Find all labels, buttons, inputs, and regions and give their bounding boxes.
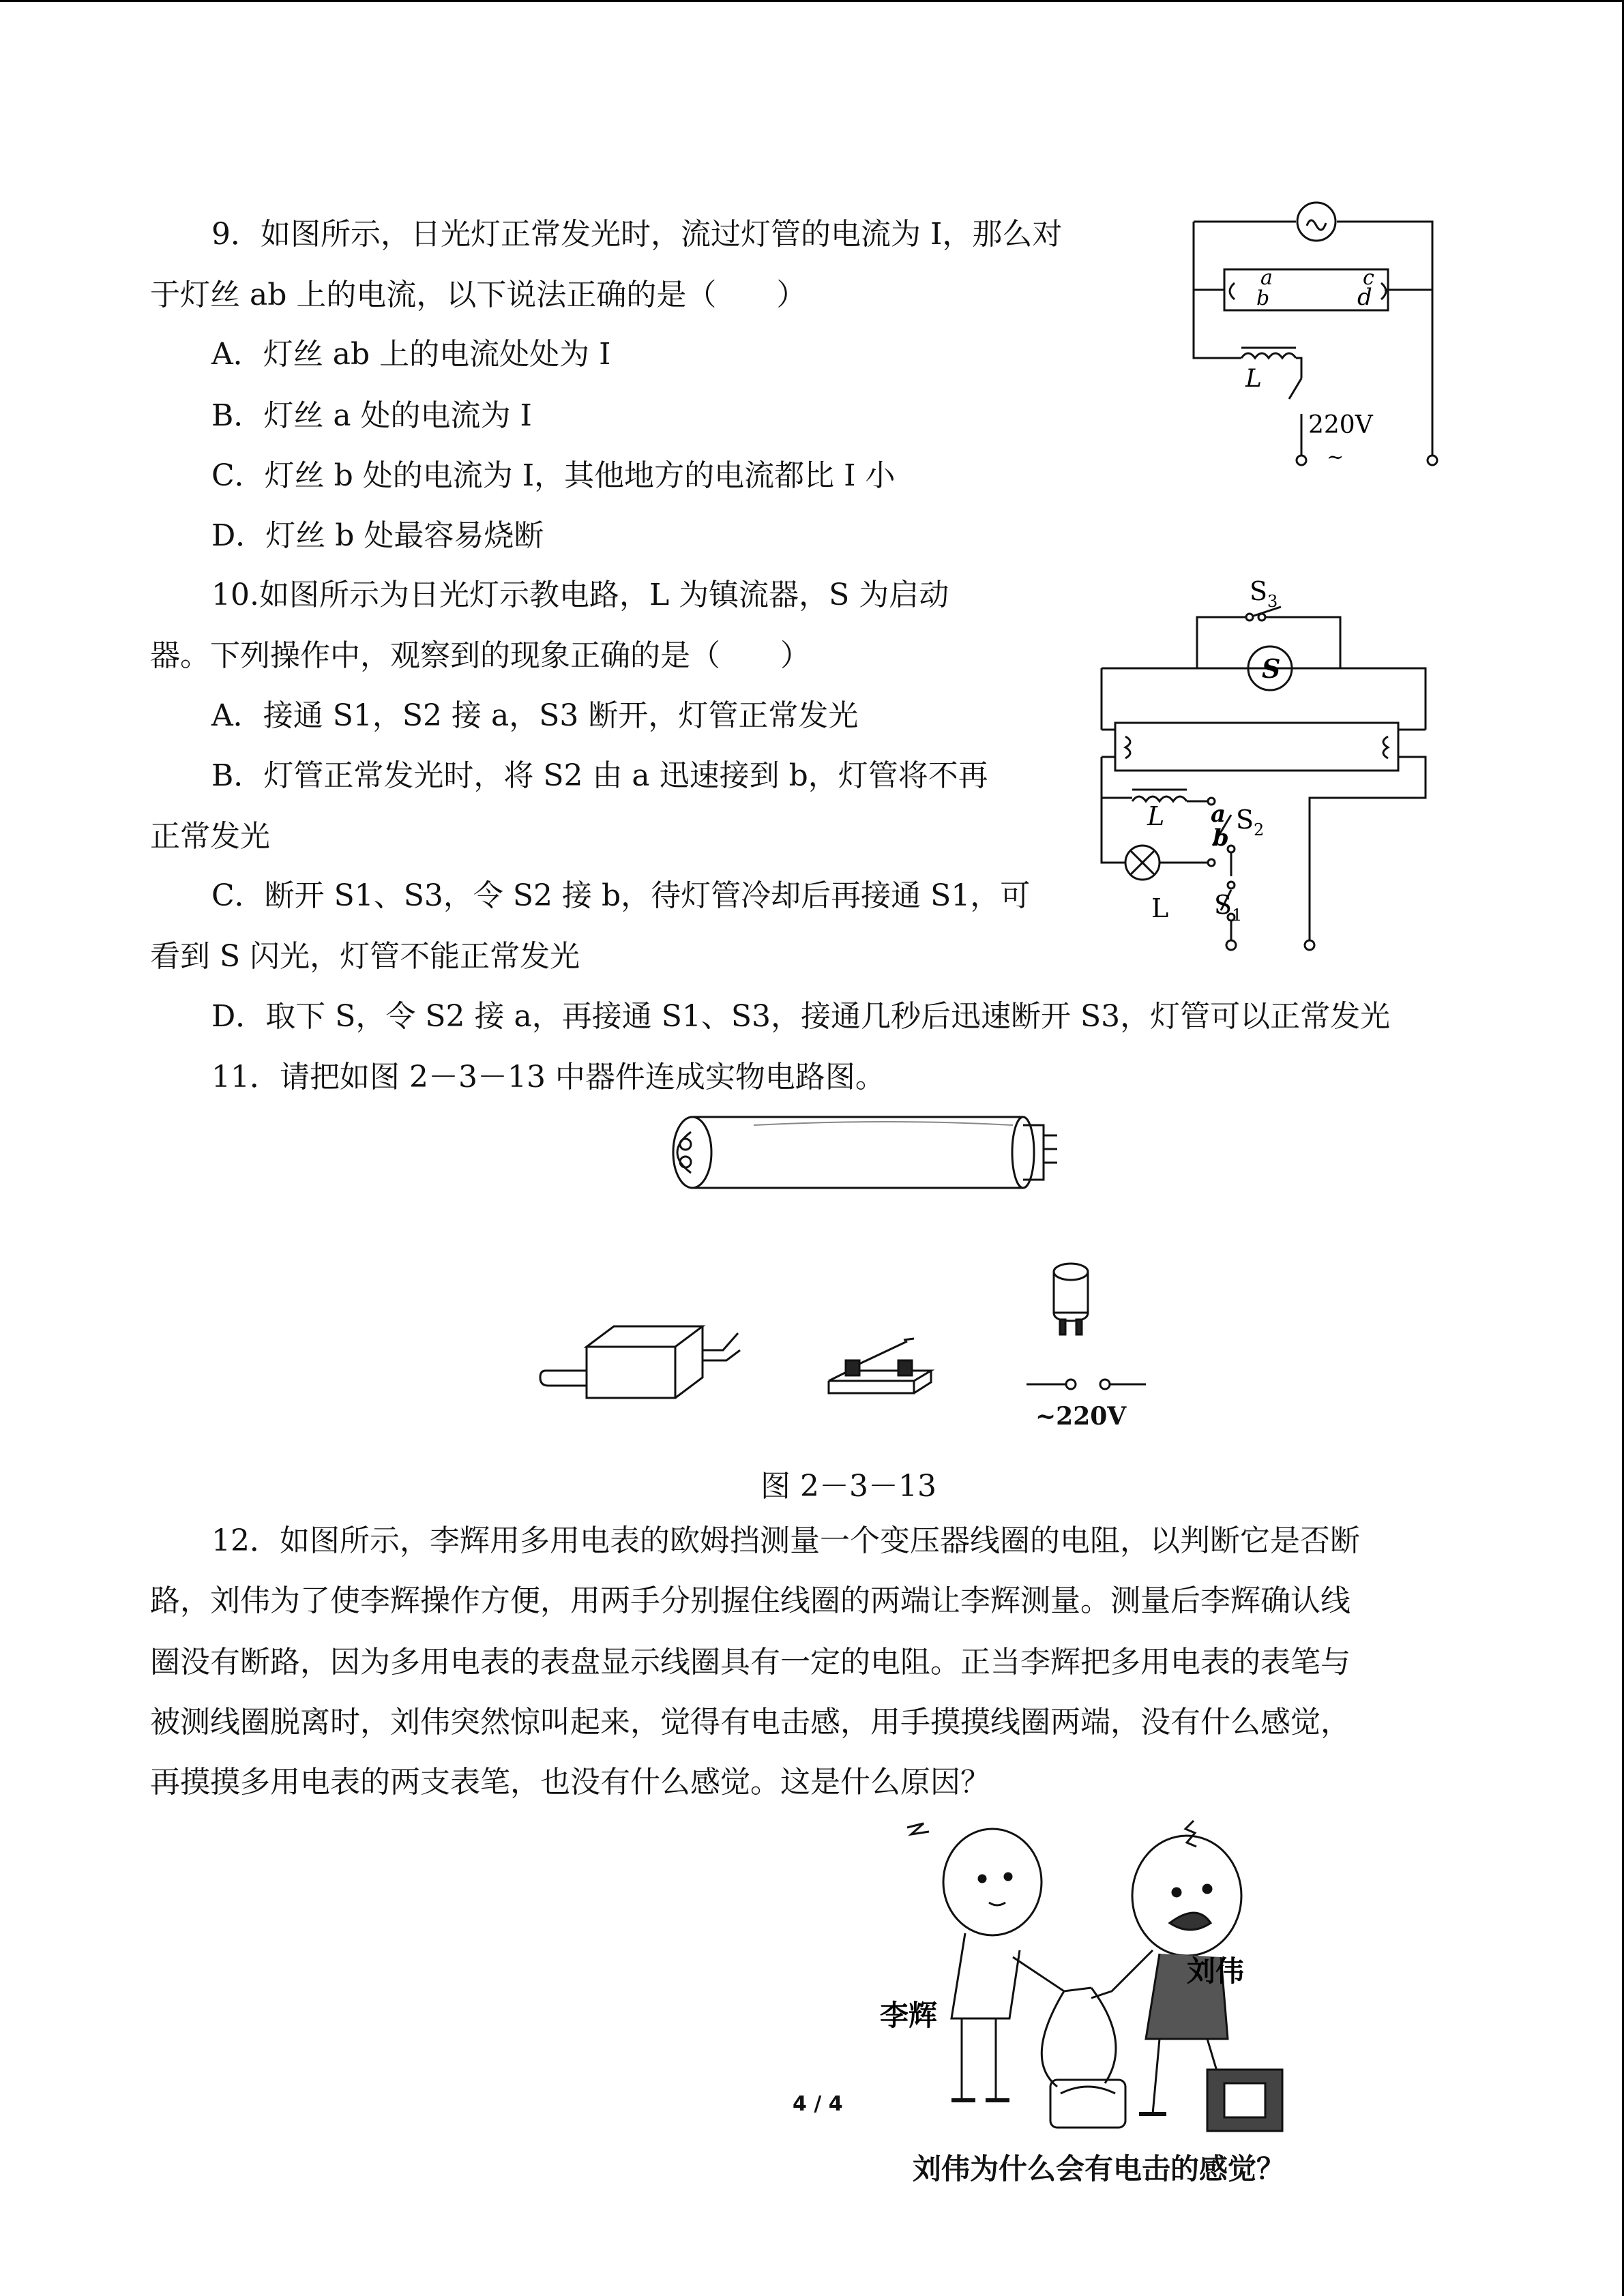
q11-stem: 11．请把如图 2－3－13 中器件连成实物电路图。 — [211, 1060, 885, 1094]
q9-circuit-diagram — [1180, 194, 1453, 467]
q12-line4: 被测线圈脱离时，刘伟突然惊叫起来，觉得有电击感，用手摸摸线圈两端，没有什么感觉， — [150, 1705, 1350, 1740]
q10-fig-label-a: a — [1211, 801, 1226, 828]
q12-label-liuwei: 刘伟 — [1187, 1954, 1245, 1988]
q11-power-terminals — [1027, 1374, 1149, 1395]
q10-stem-line1: 10.如图所示为日光灯示教电路，L 为镇流器，S 为启动 — [211, 578, 949, 612]
q10-fig-label-lamp: L — [1151, 893, 1169, 923]
q9-option-a: A．灯丝 ab 上的电流处处为 I — [211, 337, 611, 372]
q10-option-c-line1: C．断开 S1、S3，令 S2 接 b，待灯管冷却后再接通 S1，可 — [211, 878, 1031, 913]
q9-option-d: D．灯丝 b 处最容易烧断 — [211, 518, 544, 553]
q9-fig-label-voltage: 220V — [1308, 411, 1373, 439]
q10-fig-label-b: b — [1213, 824, 1229, 852]
q9-fig-label-c: c — [1363, 266, 1374, 290]
q11-switch-illustration — [822, 1333, 938, 1401]
q12-line3: 圈没有断路，因为多用电表的表盘显示线圈具有一定的电阻。正当李辉把多用电表的表笔与 — [150, 1645, 1350, 1680]
q12-line1: 12．如图所示，李辉用多用电表的欧姆挡测量一个变压器线圈的电阻，以判断它是否断 — [211, 1523, 1360, 1558]
q10-fig-label-s3: $S_3$ — [1250, 576, 1278, 611]
q12-cartoon-illustration — [880, 1814, 1310, 2141]
q9-fig-label-a: a — [1260, 266, 1273, 290]
q11-ballast-illustration — [539, 1320, 743, 1408]
q9-option-c: C．灯丝 b 处的电流为 I，其他地方的电流都比 I 小 — [211, 458, 896, 493]
q9-option-b: B．灯丝 a 处的电流为 I — [211, 398, 532, 433]
q9-stem-line2: 于灯丝 ab 上的电流，以下说法正确的是（ ） — [150, 278, 807, 312]
q10-option-a: A．接通 S1，S2 接 a，S3 断开，灯管正常发光 — [211, 698, 859, 733]
page-number: 4 / 4 — [793, 2092, 843, 2116]
q10-option-d: D．取下 S，令 S2 接 a，再接通 S1、S3，接通几秒后迅速断开 S3，灯管可以正常发光 — [211, 999, 1391, 1034]
q9-stem-line1: 9．如图所示，日光灯正常发光时，流过灯管的电流为 I，那么对 — [211, 217, 1063, 252]
page-top-border — [0, 0, 1624, 2]
q9-fig-label-d: d — [1357, 284, 1372, 311]
q10-stem-line2: 器。下列操作中，观察到的现象正确的是（ ） — [150, 638, 810, 673]
q9-fig-label-b: b — [1256, 286, 1270, 310]
q10-option-c-line2: 看到 S 闪光，灯管不能正常发光 — [150, 939, 580, 974]
q10-fig-label-s2: $S_2$ — [1236, 805, 1265, 839]
q10-fig-label-ballast: L — [1147, 801, 1165, 831]
q11-voltage-label: ~220V — [1035, 1402, 1127, 1431]
q10-option-b-line2: 正常发光 — [150, 819, 270, 854]
q9-fig-label-ac: ~ — [1327, 445, 1344, 469]
q10-fig-label-starter: S — [1262, 653, 1281, 684]
q12-line5: 再摸摸多用电表的两支表笔，也没有什么感觉。这是什么原因？ — [150, 1765, 990, 1800]
q9-fig-label-L: L — [1245, 365, 1262, 393]
q10-circuit-diagram — [1091, 573, 1446, 955]
q11-figure-caption: 图 2－3－13 — [761, 1469, 936, 1504]
q12-cartoon-caption: 刘伟为什么会有电击的感觉？ — [913, 2152, 1286, 2186]
q10-fig-label-s1: $S_1$ — [1214, 890, 1243, 925]
q11-starter-illustration — [1050, 1258, 1091, 1340]
q11-fluorescent-tube-illustration — [672, 1105, 1067, 1200]
q10-option-b-line1: B．灯管正常发光时，将 S2 由 a 迅速接到 b，灯管将不再 — [211, 758, 988, 793]
q12-line2: 路，刘伟为了使李辉操作方便，用两手分别握住线圈的两端让李辉测量。测量后李辉确认线 — [150, 1583, 1350, 1618]
q12-label-lihui: 李辉 — [880, 1999, 938, 2032]
